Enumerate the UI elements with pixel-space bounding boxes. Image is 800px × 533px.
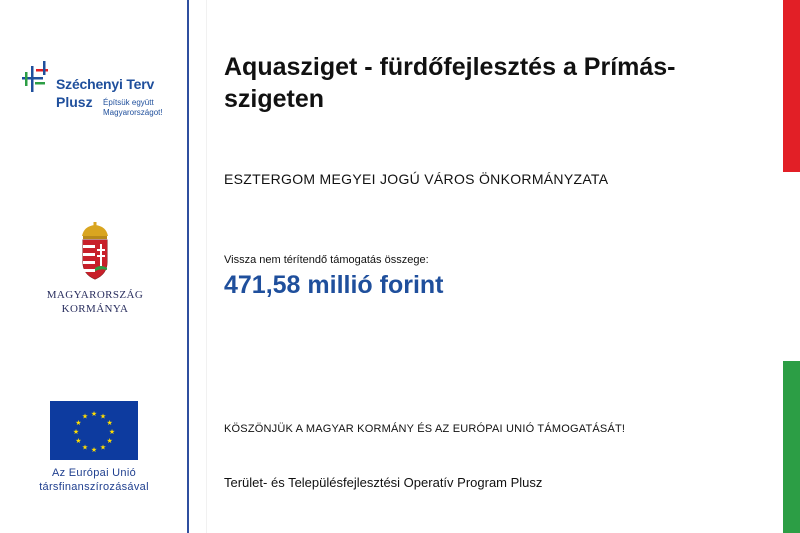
hungarian-coat-of-arms-icon [78,222,112,282]
government-name-line-1: MAGYARORSZÁG [46,289,144,301]
svg-text:★: ★ [90,446,98,454]
szechenyi-cross-icon [22,60,56,94]
szechenyi-terv-logo [22,60,182,124]
eu-caption-line-1: Az Európai Unió [52,467,136,479]
svg-text:★: ★ [81,412,89,421]
szechenyi-plusz: Plusz [56,94,93,110]
svg-text:★: ★ [81,443,89,452]
logo-sidebar [0,0,188,533]
svg-text:★: ★ [90,410,98,418]
szechenyi-tagline [103,98,163,118]
eu-flag-icon [50,401,138,460]
svg-text:★: ★ [75,437,82,445]
szechenyi-title: Széchenyi Terv [56,76,155,92]
eu-cofinancing-caption [8,466,180,494]
flag-red-bar [783,0,800,172]
szechenyi-tagline-line-1: Építsük együtt [103,98,154,107]
svg-text:★: ★ [108,428,116,436]
sidebar-divider [187,0,189,533]
svg-text:★: ★ [99,443,107,452]
beneficiary-name: ESZTERGOM MEGYEI JOGÚ VÁROS ÖNKORMÁNYZATA [224,171,609,187]
flag-green-bar [783,361,800,533]
svg-text:★: ★ [75,419,82,427]
government-logo [40,222,150,322]
eu-caption-line-2: társfinanszírozásával [39,481,149,493]
svg-text:★: ★ [106,437,113,445]
project-title: Aquasziget - fürdőfejlesztés a Prímás-szigeten [224,53,676,113]
grant-amount-label: Vissza nem térítendő támogatás összege: [224,254,429,266]
government-name-line-2: KORMÁNYA [61,303,129,315]
svg-text:★: ★ [99,412,107,421]
project-info-panel [224,0,774,533]
grant-amount: 471,58 millió forint [224,271,444,299]
content-guide-line [206,0,207,533]
svg-text:★: ★ [72,428,80,436]
operative-program-name: Terület- és Településfejlesztési Operatív Program Plusz [224,475,543,490]
svg-text:★: ★ [106,419,113,427]
szechenyi-tagline-line-2: Magyarországot! [103,108,163,117]
thanks-statement: KÖSZÖNJÜK A MAGYAR KORMÁNY ÉS AZ EURÓPAI UNIÓ TÁMOGATÁSÁT! [224,423,626,435]
